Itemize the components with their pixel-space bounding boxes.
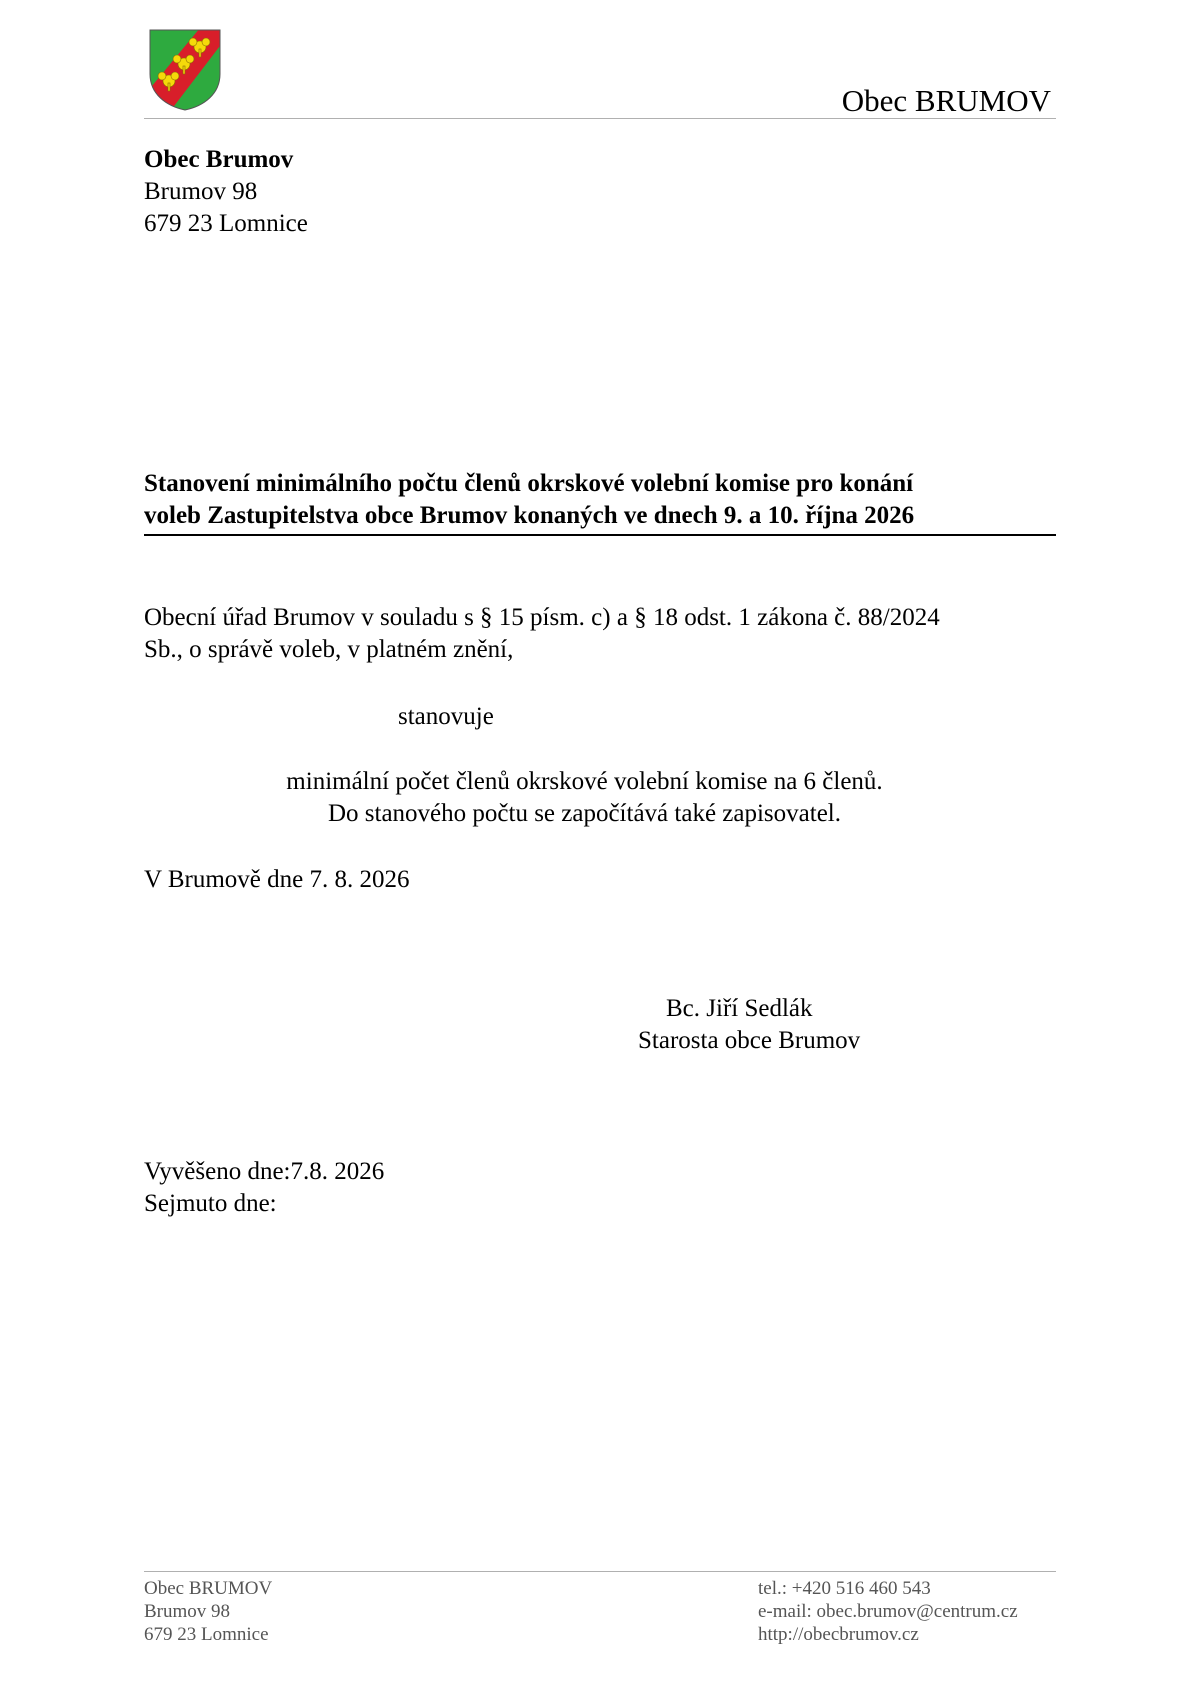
subject-line-1: Stanovení minimálního počtu členů okrskové volební komise pro konání — [144, 470, 914, 497]
footer-email[interactable]: e-mail: obec.brumov@centrum.cz — [758, 1601, 1018, 1622]
decision-line-1: minimální počet členů okrskové volební komise na 6 členů. — [286, 768, 883, 795]
place-and-date: V Brumově dne 7. 8. 2026 — [144, 866, 410, 893]
signatory-name: Bc. Jiří Sedlák — [666, 995, 813, 1022]
body-paragraph-line-1: Obecní úřad Brumov v souladu s § 15 písm. c) a § 18 odst. 1 zákona č. 88/2024 — [144, 604, 940, 631]
sender-street: Brumov 98 — [144, 178, 258, 205]
header-divider — [144, 118, 1056, 119]
footer-street: Brumov 98 — [144, 1601, 231, 1622]
subject-line-2: voleb Zastupitelstva obce Brumov konaných ve dnech 9. a 10. října 2026 — [144, 502, 915, 529]
footer-org-name: Obec BRUMOV — [144, 1578, 273, 1599]
removed-date: Sejmuto dne: — [144, 1190, 277, 1217]
decision-verb: stanovuje — [398, 703, 494, 730]
footer-phone: tel.: +420 516 460 543 — [758, 1578, 931, 1599]
posted-date: Vyvěšeno dne:7.8. 2026 — [144, 1158, 385, 1185]
sender-city: 679 23 Lomnice — [144, 210, 308, 237]
coat-of-arms-logo — [148, 28, 222, 112]
decision-line-2: Do stanového počtu se započítává také zapisovatel. — [327, 800, 841, 827]
footer-website[interactable]: http://obecbrumov.cz — [758, 1624, 919, 1645]
footer-city: 679 23 Lomnice — [144, 1624, 269, 1645]
body-paragraph-line-2: Sb., o správě voleb, v platném znění, — [144, 636, 514, 663]
sender-name: Obec Brumov — [144, 146, 294, 173]
signatory-role: Starosta obce Brumov — [638, 1027, 861, 1054]
subject-underline — [144, 534, 1056, 536]
footer-divider — [144, 1571, 1056, 1572]
header-title: Obec BRUMOV — [841, 83, 1051, 118]
